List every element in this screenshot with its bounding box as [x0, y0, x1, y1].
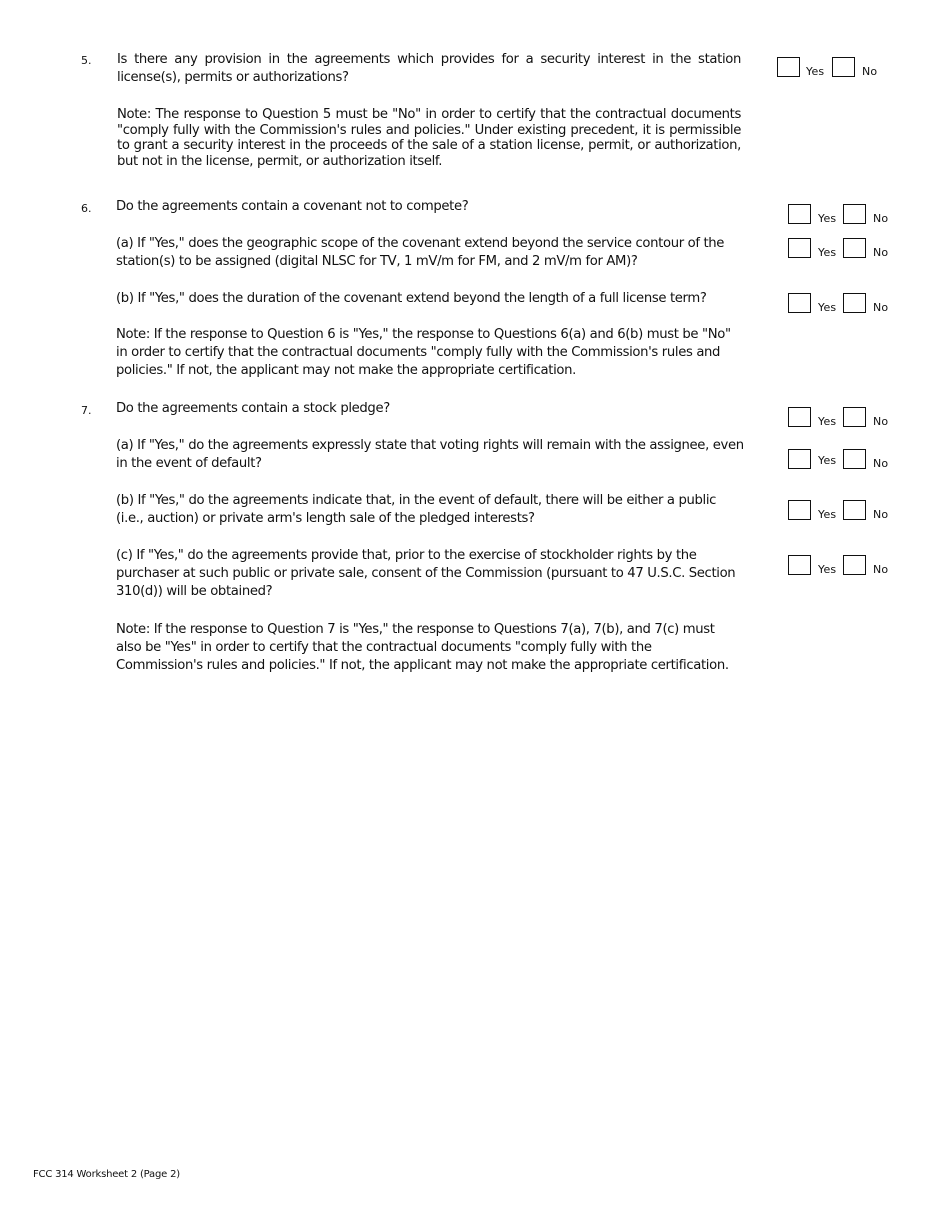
question-6a-yes-checkbox[interactable]: [788, 238, 811, 258]
question-7b-no-checkbox[interactable]: [843, 500, 866, 520]
question-5-text: Is there any provision in the agreements which provides for a security interest in the station license(s), permits or authorizations?: [117, 52, 741, 85]
question-5-yes-label: Yes: [806, 65, 825, 78]
question-7a-no-label: No: [873, 457, 889, 470]
question-6b-yes-checkbox[interactable]: [788, 293, 811, 313]
question-5-no-label: No: [862, 65, 878, 78]
question-7-yes-checkbox[interactable]: [788, 407, 811, 427]
question-6-no-checkbox[interactable]: [843, 204, 866, 224]
question-7-yes-label: Yes: [818, 415, 837, 428]
page-footer: FCC 314 Worksheet 2 (Page 2): [33, 1169, 180, 1180]
question-7b-yes-label: Yes: [818, 508, 837, 521]
question-7-no-label: No: [873, 415, 889, 428]
question-6b-no-label: No: [873, 301, 889, 314]
question-7c-no-label: No: [873, 563, 889, 576]
question-7-number: 7.: [81, 404, 92, 417]
question-6-no-label: No: [873, 212, 889, 225]
question-7c-yes-label: Yes: [818, 563, 837, 576]
question-6-yes-label: Yes: [818, 212, 837, 225]
question-5-no-checkbox[interactable]: [832, 57, 855, 77]
question-5-yes-checkbox[interactable]: [777, 57, 800, 77]
question-7a-text: (a) If "Yes," do the agreements expressly state that voting rights will remain with the assignee, even in the event of default?: [116, 438, 744, 471]
question-7a-yes-checkbox[interactable]: [788, 449, 811, 469]
question-6-note: Note: If the response to Question 6 is "Yes," the response to Questions 6(a) and 6(b) must be "No" in order to certify that the contractual documents "comply fully with the Commission's rules and policies." If not, the applicant may not make the appropriate certification.: [116, 327, 731, 378]
question-6b-text: (b) If "Yes," does the duration of the covenant extend beyond the length of a full license term?: [116, 291, 707, 306]
question-7a-no-checkbox[interactable]: [843, 449, 866, 469]
question-7b-yes-checkbox[interactable]: [788, 500, 811, 520]
question-6-yes-checkbox[interactable]: [788, 204, 811, 224]
question-5-number: 5.: [81, 54, 92, 67]
question-7c-text: (c) If "Yes," do the agreements provide that, prior to the exercise of stockholder rights by the purchaser at such public or private sale, consent of the Commission (pursuant to 47 U.S.C. Section 310(d)) will be obtained?: [116, 548, 736, 599]
question-6-number: 6.: [81, 202, 92, 215]
question-6b-yes-label: Yes: [818, 301, 837, 314]
question-7c-no-checkbox[interactable]: [843, 555, 866, 575]
question-6a-text: (a) If "Yes," does the geographic scope of the covenant extend beyond the service contour of the station(s) to be assigned (digital NLSC for TV, 1 mV/m for FM, and 2 mV/m for AM)?: [116, 236, 725, 269]
question-7-note: Note: If the response to Question 7 is "Yes," the response to Questions 7(a), 7(b), and 7(c) must also be "Yes" in order to certify that the contractual documents "comply fully with the Commission's rules and policies." If not, the applicant may not make the appropriate certification.: [116, 622, 729, 673]
question-7c-yes-checkbox[interactable]: [788, 555, 811, 575]
question-6a-no-checkbox[interactable]: [843, 238, 866, 258]
question-6-text: Do the agreements contain a covenant not to compete?: [116, 199, 469, 214]
question-7a-yes-label: Yes: [818, 454, 837, 467]
question-7-text: Do the agreements contain a stock pledge?: [116, 401, 390, 416]
question-6a-no-label: No: [873, 246, 889, 259]
question-7-no-checkbox[interactable]: [843, 407, 866, 427]
question-6b-no-checkbox[interactable]: [843, 293, 866, 313]
question-6a-yes-label: Yes: [818, 246, 837, 259]
question-5-note: Note: The response to Question 5 must be "No" in order to certify that the contractual documents "comply fully with the Commission's rules and policies." Under existing precedent, it is permissible to grant a security interest in the proceeds of the sale of a station license, permit, or authorization, but not in the license, permit, or authorization itself.: [117, 107, 741, 169]
question-7b-text: (b) If "Yes," do the agreements indicate that, in the event of default, there will be either a public (i.e., auction) or private arm's length sale of the pledged interests?: [116, 493, 717, 526]
question-7b-no-label: No: [873, 508, 889, 521]
